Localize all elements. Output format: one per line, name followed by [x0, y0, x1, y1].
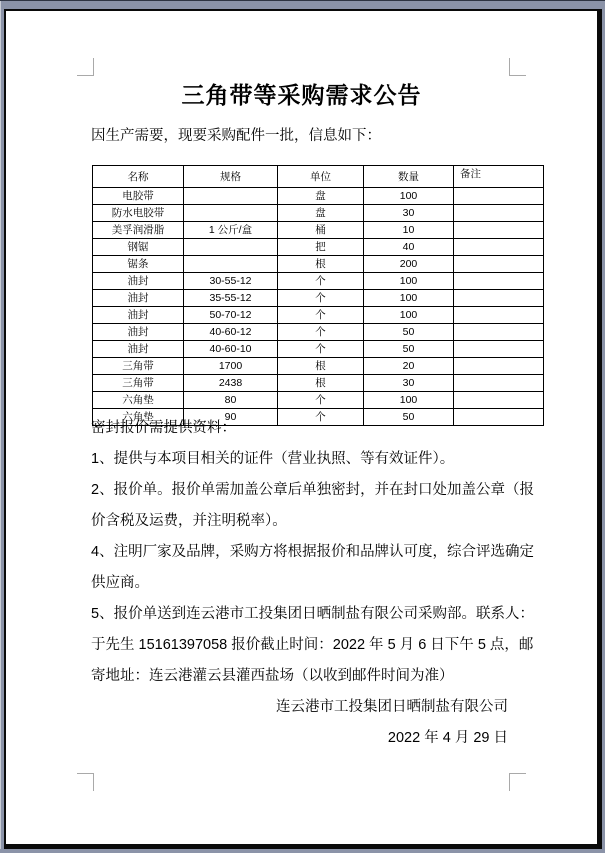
table-cell: 油封 [93, 324, 184, 341]
table-cell: 35-55-12 [184, 290, 278, 307]
table-row [93, 205, 544, 222]
table-cell: 六角垫 [93, 409, 184, 426]
document-page[interactable] [4, 9, 602, 849]
body-text [91, 413, 538, 754]
column-header: 备注 [454, 166, 544, 188]
table-cell [454, 205, 544, 222]
table-cell: 100 [364, 307, 454, 324]
table-cell: 根 [278, 358, 364, 375]
table-row [93, 358, 544, 375]
body-paragraph: 2、报价单。报价单需加盖公章后单独密封，并在封口处加盖公章（报价含税及运费，并注明税率）。 [91, 482, 535, 529]
table-row [93, 375, 544, 392]
table-cell: 锯条 [93, 256, 184, 273]
table-cell: 个 [278, 307, 364, 324]
window-top-edge [0, 0, 605, 1]
table-cell: 个 [278, 409, 364, 426]
table-cell: 80 [184, 392, 278, 409]
table-cell: 根 [278, 375, 364, 392]
table-cell [454, 256, 544, 273]
table-row [93, 239, 544, 256]
table-cell: 30-55-12 [184, 273, 278, 290]
table-cell: 50-70-12 [184, 307, 278, 324]
table-cell: 桶 [278, 222, 364, 239]
table-cell: 把 [278, 239, 364, 256]
body-paragraph: 1、提供与本项目相关的证件（营业执照、等有效证件）。 [91, 451, 455, 467]
window-left-edge [0, 1, 1, 849]
table-cell [454, 239, 544, 256]
table-cell [454, 392, 544, 409]
table-cell: 个 [278, 273, 364, 290]
body-paragraph: 5、报价单送到连云港市工投集团日晒制盐有限公司采购部。联系人：于先生 15161397058 报价截止时间：2022 年 5 月 6 日下午 5 点，邮寄地址：连云港灌云县灌西盐场（以收到邮件时间为准） [91, 606, 535, 684]
table-header [93, 166, 544, 188]
table-cell: 电胶带 [93, 188, 184, 205]
signature-block [91, 692, 538, 754]
table-cell: 油封 [93, 307, 184, 324]
table-cell: 个 [278, 392, 364, 409]
table-cell [454, 273, 544, 290]
table-cell: 90 [184, 409, 278, 426]
table-row [93, 341, 544, 358]
margin-mark-bottom-right [509, 773, 526, 791]
table-cell: 100 [364, 273, 454, 290]
table-row [93, 188, 544, 205]
table-cell [454, 375, 544, 392]
table-cell: 100 [364, 392, 454, 409]
table-cell: 油封 [93, 290, 184, 307]
table-row [93, 307, 544, 324]
table-cell [454, 188, 544, 205]
body-paragraphs [91, 413, 538, 692]
table-cell: 30 [364, 205, 454, 222]
table-cell: 100 [364, 188, 454, 205]
signature-company: 连云港市工投集团日晒制盐有限公司 [276, 699, 508, 715]
body-paragraph: 4、注明厂家及品牌，采购方将根据报价和品牌认可度，综合评选确定供应商。 [91, 544, 535, 591]
table-body [93, 188, 544, 426]
table-cell: 油封 [93, 273, 184, 290]
table-cell: 1700 [184, 358, 278, 375]
table-cell: 200 [364, 256, 454, 273]
table-cell: 1 公斤/盒 [184, 222, 278, 239]
table-cell: 50 [364, 341, 454, 358]
table-cell [454, 341, 544, 358]
table-row [93, 273, 544, 290]
table-cell [454, 290, 544, 307]
table-cell: 三角带 [93, 358, 184, 375]
margin-mark-top-left [77, 58, 94, 76]
table-cell [184, 188, 278, 205]
table-cell: 40-60-12 [184, 324, 278, 341]
table-cell [184, 239, 278, 256]
table-cell: 20 [364, 358, 454, 375]
table-cell [454, 222, 544, 239]
table-cell: 100 [364, 290, 454, 307]
table-cell: 个 [278, 324, 364, 341]
table-cell: 2438 [184, 375, 278, 392]
table-row [93, 222, 544, 239]
table-cell: 三角带 [93, 375, 184, 392]
body-paragraph: 密封报价需提供资料： [91, 420, 236, 436]
table-cell: 40 [364, 239, 454, 256]
table-cell: 盘 [278, 205, 364, 222]
column-header: 单位 [278, 166, 364, 188]
table-cell: 30 [364, 375, 454, 392]
table-cell [454, 358, 544, 375]
table-cell [184, 256, 278, 273]
table-cell: 美孚润滑脂 [93, 222, 184, 239]
table-cell: 防水电胶带 [93, 205, 184, 222]
signature-date: 2022 年 4 月 29 日 [387, 730, 508, 746]
items-table [92, 165, 544, 426]
table-cell: 钢锯 [93, 239, 184, 256]
table-row [93, 290, 544, 307]
table-cell [454, 324, 544, 341]
table-row [93, 392, 544, 409]
table-cell: 10 [364, 222, 454, 239]
table-header-row [93, 166, 544, 188]
table-cell [454, 307, 544, 324]
column-header: 数量 [364, 166, 454, 188]
table-cell: 个 [278, 341, 364, 358]
table-row [93, 324, 544, 341]
table-cell: 六角垫 [93, 392, 184, 409]
table-cell: 50 [364, 324, 454, 341]
table-cell [184, 205, 278, 222]
table-cell: 50 [364, 409, 454, 426]
table-cell: 盘 [278, 188, 364, 205]
margin-mark-top-right [509, 58, 526, 76]
table-cell: 40-60-10 [184, 341, 278, 358]
table-cell: 根 [278, 256, 364, 273]
column-header: 名称 [93, 166, 184, 188]
table-row [93, 256, 544, 273]
column-header: 规格 [184, 166, 278, 188]
margin-mark-bottom-left [77, 773, 94, 791]
table-cell: 个 [278, 290, 364, 307]
table-cell: 油封 [93, 341, 184, 358]
intro-text: 因生产需要，现要采购配件一批，信息如下： [91, 128, 381, 144]
document-title: 三角带等采购需求公告 [181, 82, 422, 108]
